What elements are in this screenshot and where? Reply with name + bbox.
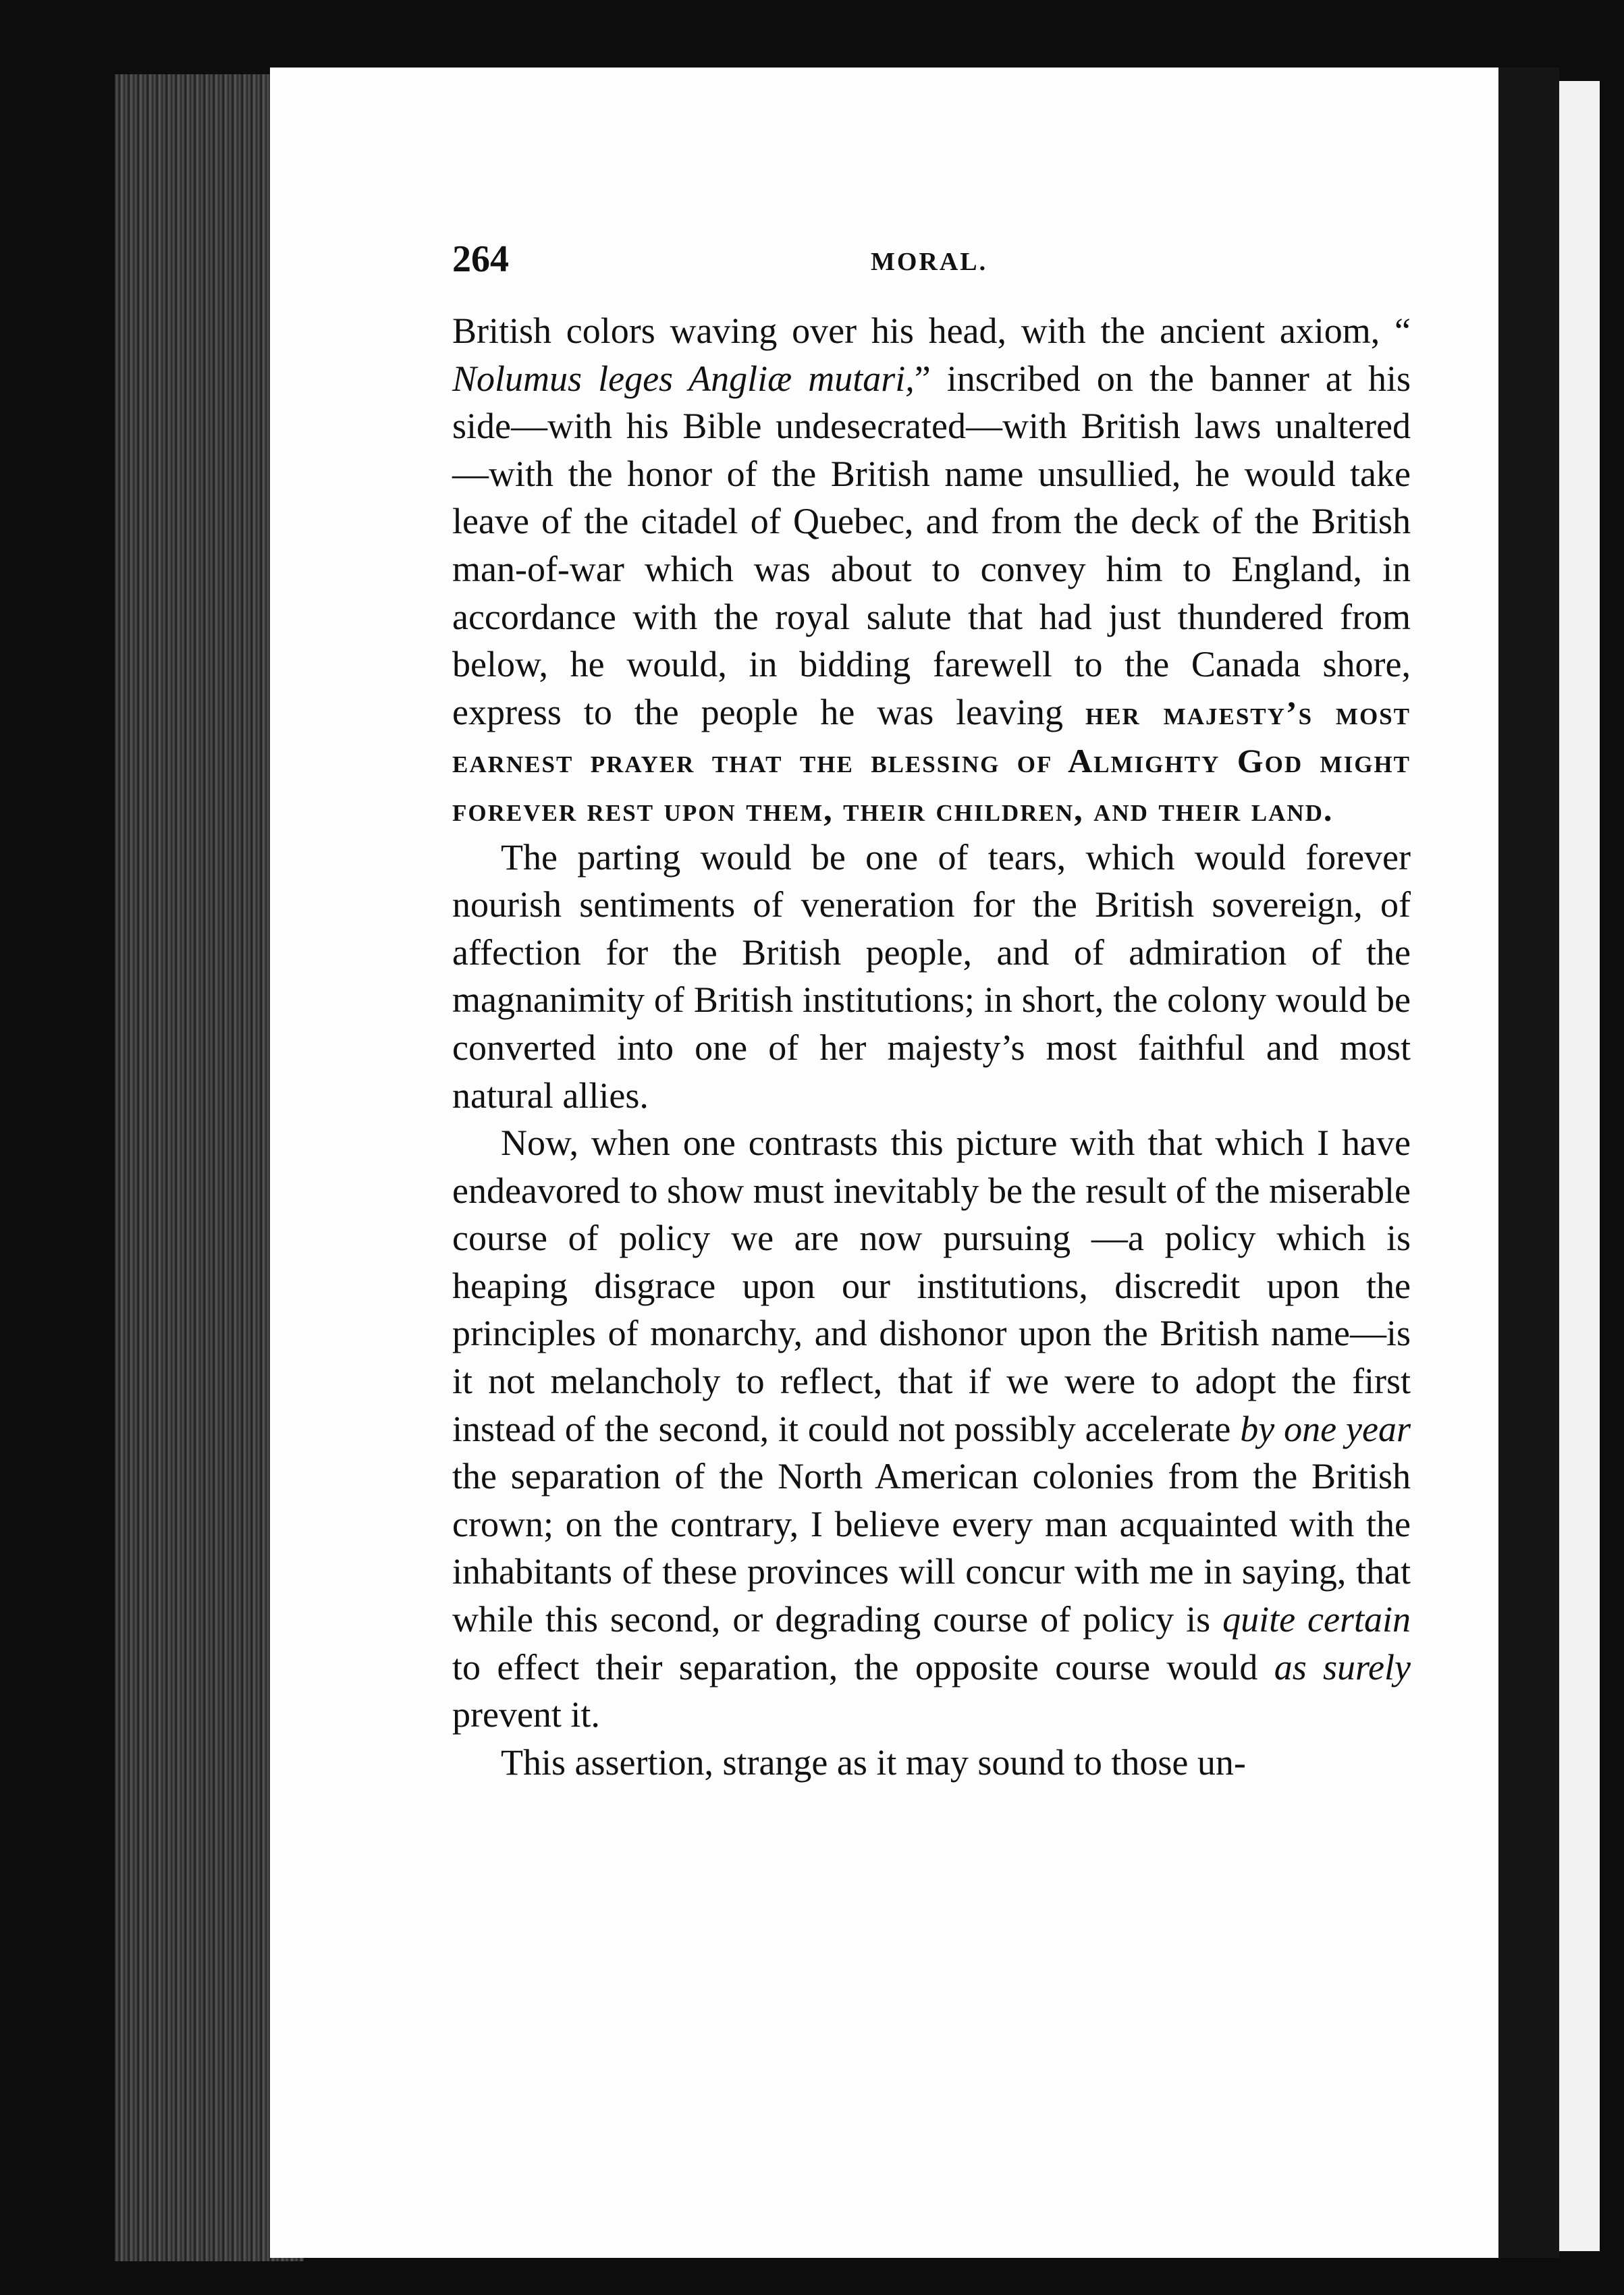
text-span: British colors waving over his head, with the ancient axiom, “: [452, 310, 1411, 351]
page-number: 264: [452, 238, 509, 280]
text-span: Now, when one contrasts this picture with that which I have endeavored to show must inevitably be the result of the miserable course of policy we are now pursuing —a policy which is heaping disgrace upon our institutions, discredit upon the principles of monarchy, and dishonor upon the British name—is it not melancholy to reflect, that if we were to adopt the first instead of the second, it could not possibly accelerate: [452, 1123, 1411, 1449]
body-text: [452, 307, 1411, 1786]
text-span: ” inscribed on the banner at his side—with his Bible undesecrated—with British laws unaltered—with the honor of the British name unsullied, he would take leave of the citadel of Quebec, and from the deck of the British man-of-war which was about to convey him to England, in accordance with the royal salute that had just thundered from below, he would, in bidding farewell to the Canada shore, express to the people he was leaving: [452, 358, 1411, 732]
emphasis-as-surely: as surely: [1274, 1646, 1411, 1688]
emphasis-by-one-year: by one year: [1240, 1408, 1411, 1449]
small-caps-prayer: her majesty’s most earnest prayer that the blessing of Almighty God might forever rest upon them, their children, and their land.: [452, 693, 1411, 828]
running-head: MORAL.: [871, 248, 988, 276]
text-span: prevent it.: [452, 1694, 600, 1735]
page-gutter: [1498, 68, 1559, 2258]
paragraph-3: [452, 1119, 1411, 1739]
text-span: to effect their separation, the opposite course would: [452, 1646, 1274, 1688]
paragraph-2: The parting would be one of tears, which would forever nourish sentiments of veneration for the British sovereign, of affection for the British people, and of admiration of the magnanimity of British institutions; in short, the colony would be converted into one of her majesty’s most faithful and most natural allies.: [452, 836, 1411, 1116]
text-span: the separation of the North American colonies from the British crown; on the contrary, I believe every man acquainted with the inhabitants of these provinces will concur with me in saying, that while this second, or degrading course of policy is: [452, 1456, 1411, 1640]
next-page-edge: [1559, 81, 1600, 2251]
latin-axiom: Nolumus leges Angliæ mutari,: [452, 358, 915, 399]
emphasis-quite-certain: quite certain: [1222, 1599, 1411, 1640]
paragraph-4: This assertion, strange as it may sound to those un-: [501, 1742, 1246, 1783]
page-header: [452, 238, 1411, 292]
paragraph-1: [452, 307, 1411, 834]
